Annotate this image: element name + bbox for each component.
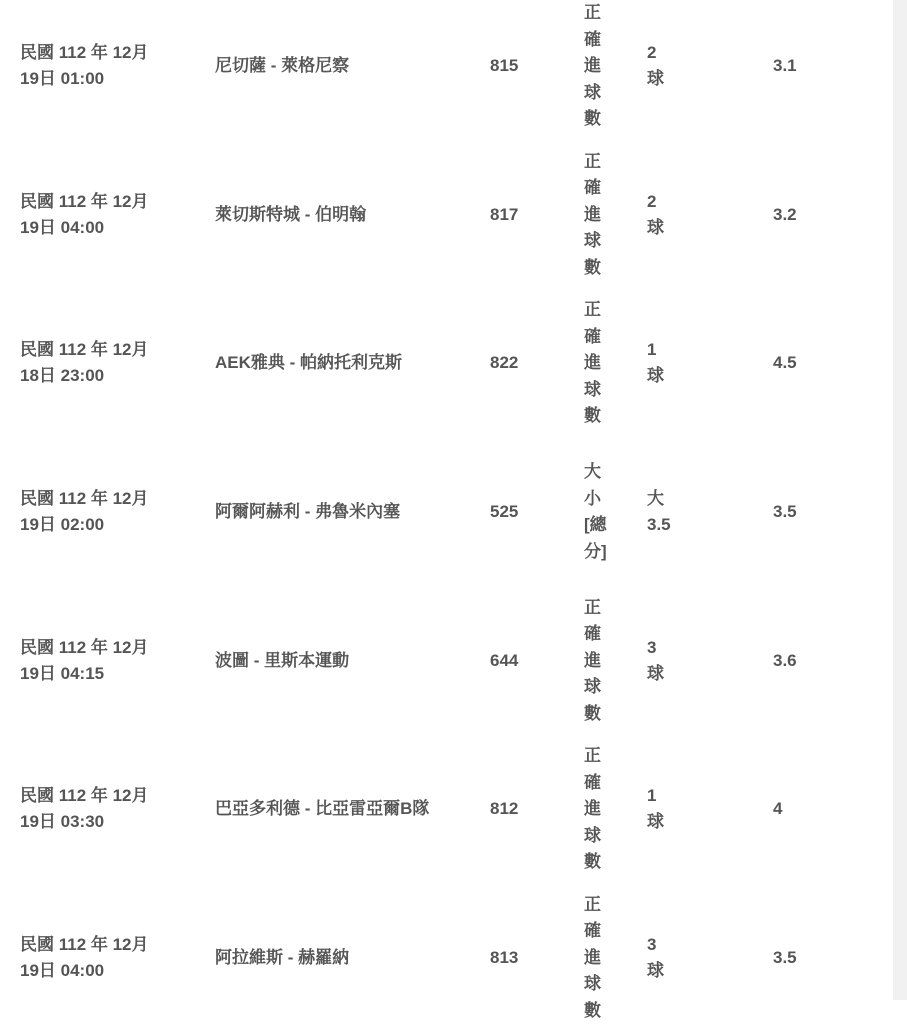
bet-selection: 1 球 — [647, 340, 664, 386]
odds: 3.6 — [773, 650, 797, 670]
odds: 3.5 — [773, 502, 797, 522]
match-code: 817 — [490, 204, 519, 224]
match-name: AEK雅典 - 帕納托利克斯 — [215, 353, 402, 373]
bet-type: 正 確 進 球 數 — [584, 151, 601, 277]
odds: 3.1 — [773, 56, 797, 76]
match-time: 民國 112 年 12月 19日 03:30 — [20, 786, 149, 832]
bet-type: 正 確 進 球 數 — [584, 746, 601, 872]
bet-selection: 1 球 — [647, 786, 664, 832]
bet-selection: 3 球 — [647, 934, 664, 980]
bet-selection: 2 球 — [647, 191, 664, 237]
match-name: 阿爾阿赫利 - 弗魯米內塞 — [215, 502, 401, 522]
bet-selection: 3 球 — [647, 637, 664, 683]
match-name: 巴亞多利德 - 比亞雷亞爾B隊 — [215, 799, 430, 819]
match-code: 813 — [490, 947, 519, 967]
table-row — [0, 586, 893, 735]
match-code: 822 — [490, 353, 519, 373]
match-name: 阿拉維斯 - 赫羅納 — [215, 947, 350, 967]
table-row — [0, 438, 893, 587]
match-time: 民國 112 年 12月 19日 01:00 — [20, 43, 149, 89]
match-name: 尼切薩 - 萊格尼察 — [215, 56, 350, 76]
match-name: 萊切斯特城 - 伯明翰 — [215, 204, 367, 224]
match-time: 民國 112 年 12月 19日 02:00 — [20, 489, 149, 535]
scrollbar-track[interactable] — [893, 0, 907, 1000]
table-row — [0, 884, 893, 1032]
bet-selection: 大 3.5 — [647, 489, 671, 535]
table-row — [0, 141, 893, 290]
match-code: 644 — [490, 650, 519, 670]
odds: 3.2 — [773, 204, 797, 224]
bet-type: 正 確 進 球 數 — [584, 300, 601, 426]
bet-type: 正 確 進 球 數 — [584, 597, 601, 723]
match-code: 815 — [490, 56, 519, 76]
table-row — [0, 289, 893, 438]
odds: 4 — [773, 799, 783, 819]
match-name: 波圖 - 里斯本運動 — [215, 650, 350, 670]
match-time: 民國 112 年 12月 19日 04:00 — [20, 934, 149, 980]
bet-selection: 2 球 — [647, 43, 664, 89]
match-time: 民國 112 年 12月 19日 04:15 — [20, 637, 149, 683]
table-row — [0, 0, 893, 141]
match-code: 525 — [490, 502, 519, 522]
table-row — [0, 735, 893, 884]
match-time: 民國 112 年 12月 18日 23:00 — [20, 340, 149, 386]
match-code: 812 — [490, 799, 519, 819]
bet-type: 大 小 [總 分] — [584, 462, 607, 561]
odds: 3.5 — [773, 947, 797, 967]
match-time: 民國 112 年 12月 19日 04:00 — [20, 191, 149, 237]
odds: 4.5 — [773, 353, 797, 373]
bet-type: 正 確 進 球 數 — [584, 3, 601, 129]
bet-type: 正 確 進 球 數 — [584, 894, 601, 1020]
